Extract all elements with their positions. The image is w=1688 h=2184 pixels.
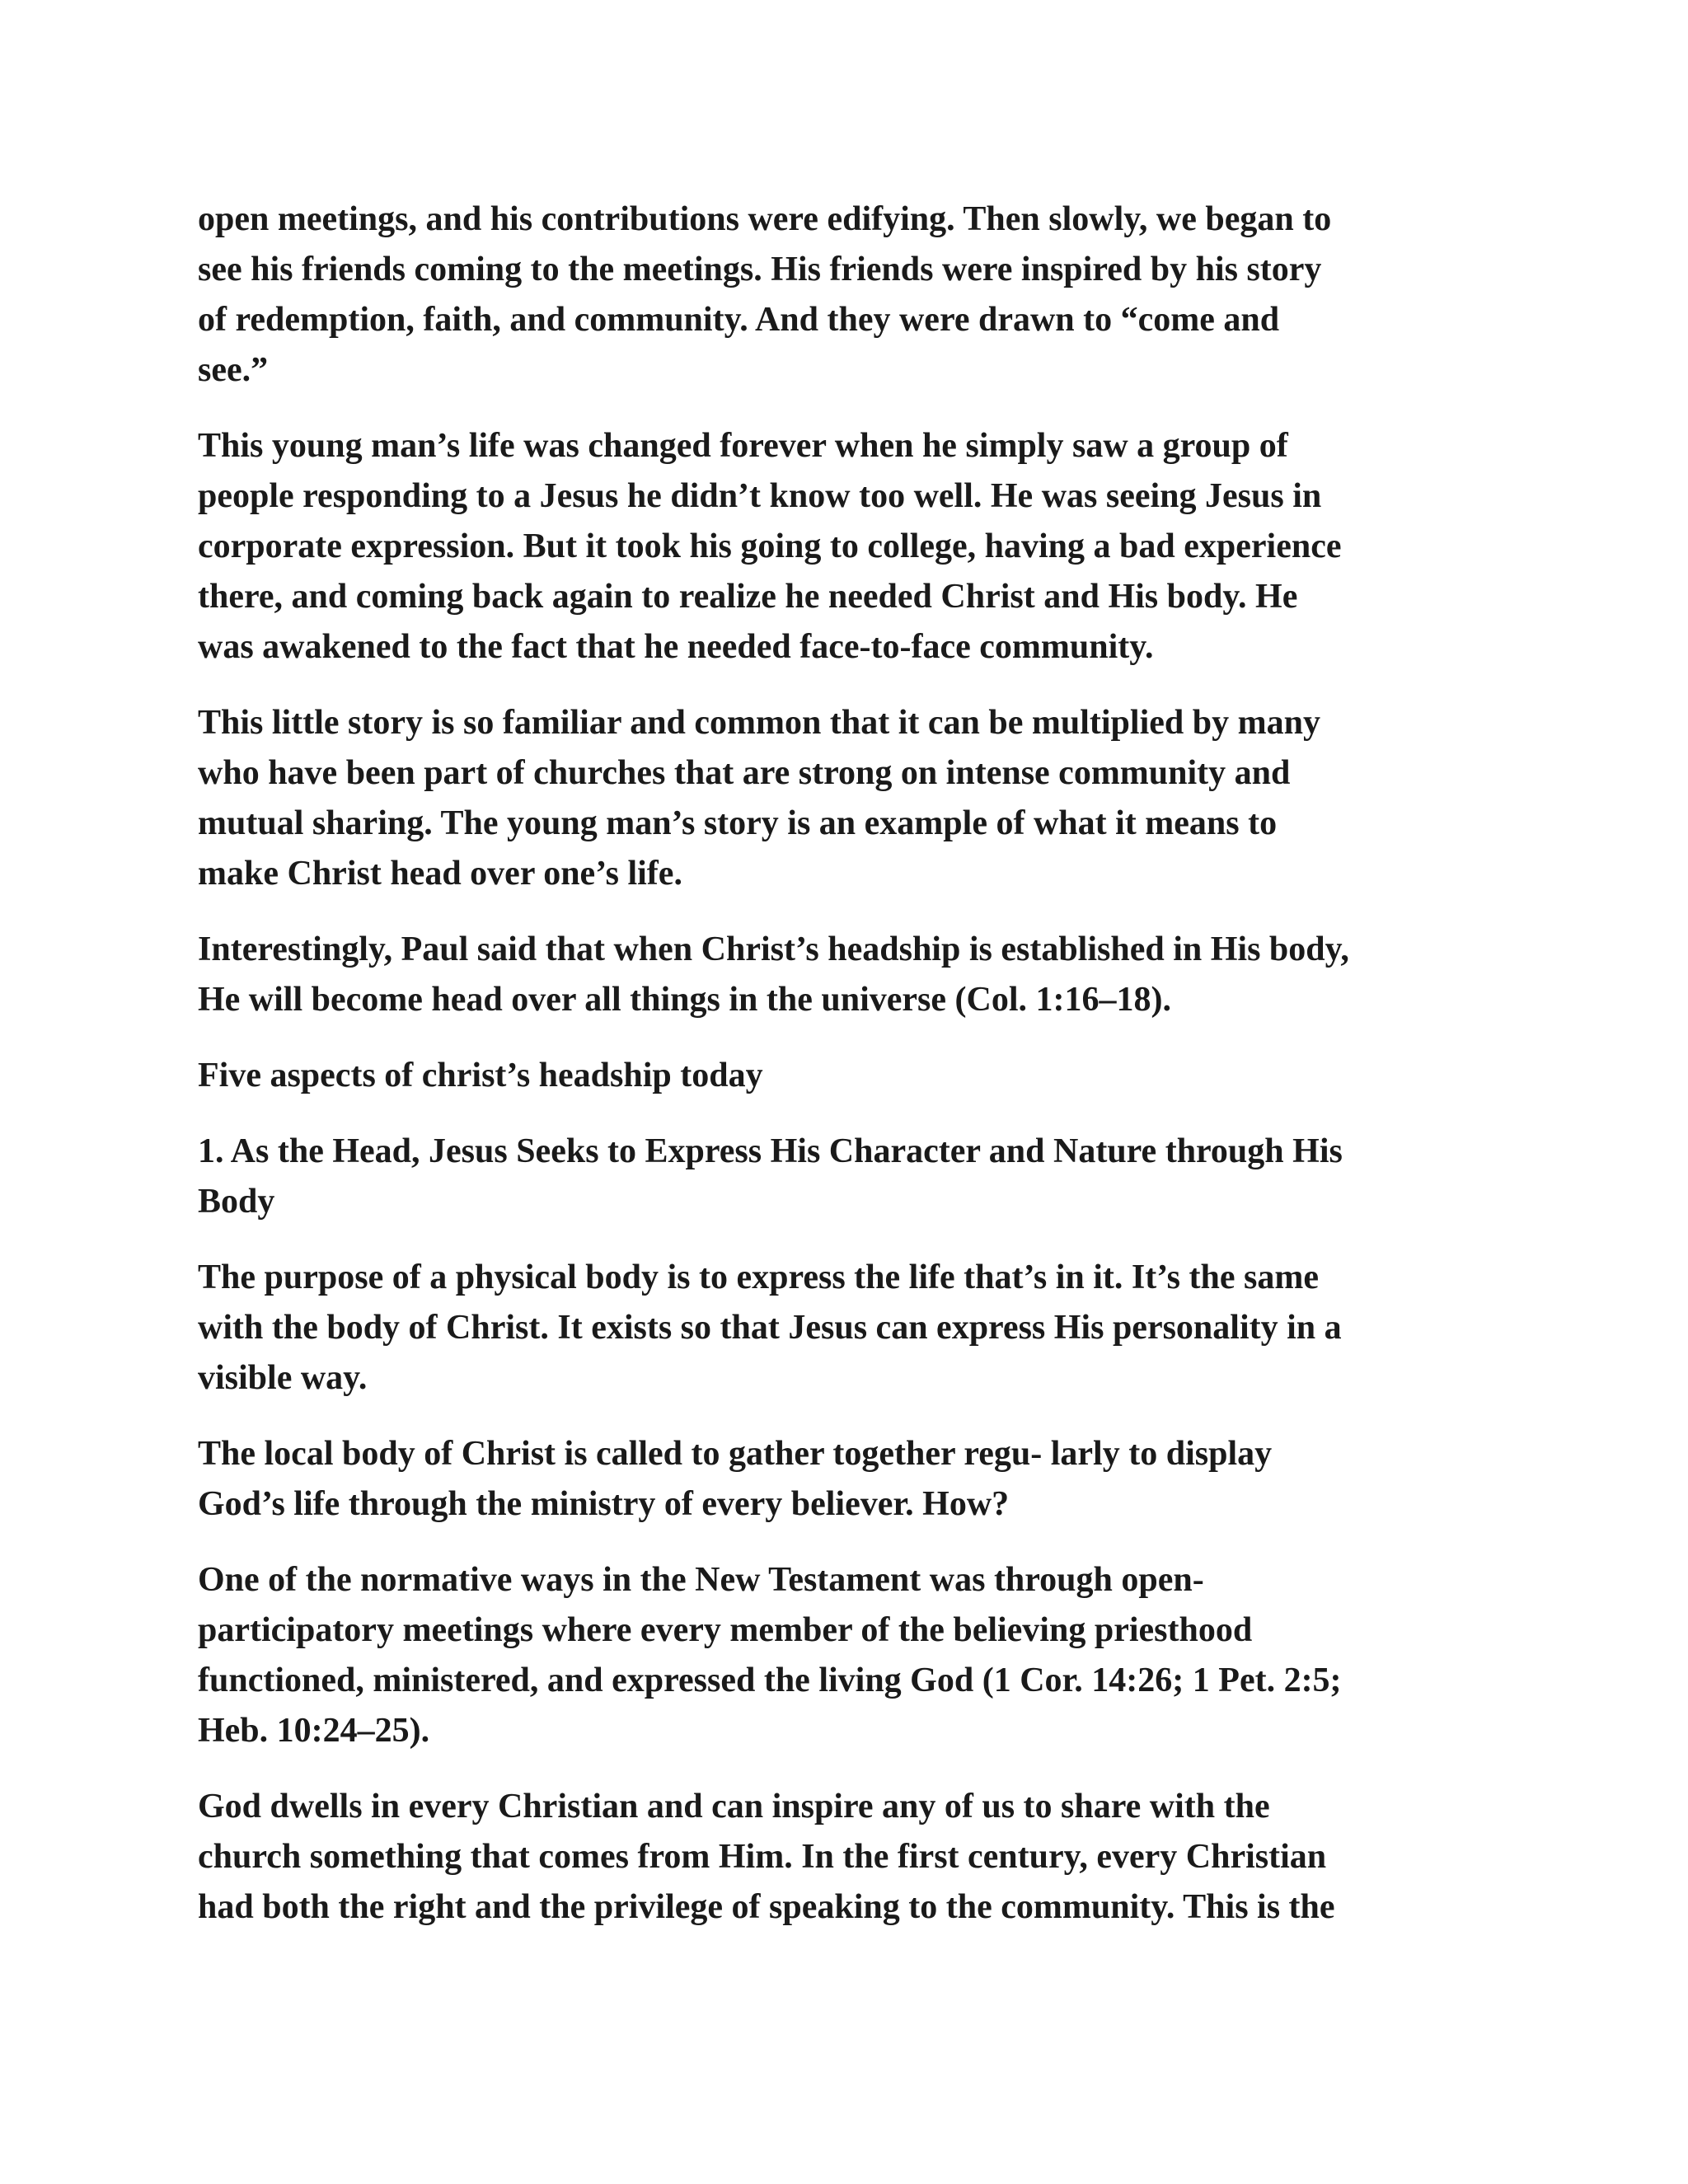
text-line: participatory meetings where every member of the believing priesthood	[198, 1611, 1253, 1649]
paragraph	[198, 1782, 1484, 1933]
section-heading	[198, 1051, 1484, 1101]
text-line: This little story is so familiar and common that it can be multiplied by many	[198, 704, 1320, 742]
paragraph	[198, 194, 1484, 396]
text-line: This young man’s life was changed forever when he simply saw a group of	[198, 427, 1288, 465]
document-body	[198, 194, 1484, 1958]
text-line: visible way.	[198, 1359, 368, 1397]
text-line: God’s life through the ministry of every believer. How?	[198, 1485, 1010, 1523]
text-line: see his friends coming to the meetings. His friends were inspired by his story	[198, 251, 1322, 288]
text-line: Body	[198, 1183, 275, 1221]
paragraph	[198, 421, 1484, 673]
text-line: Five aspects of christ’s headship today	[198, 1057, 763, 1094]
text-line: had both the right and the privilege of speaking to the community. This is the	[198, 1888, 1335, 1926]
text-line: people responding to a Jesus he didn’t know too well. He was seeing Jesus in	[198, 477, 1322, 515]
text-line: of redemption, faith, and community. And they were drawn to “come and	[198, 301, 1280, 339]
text-line: see.”	[198, 351, 269, 389]
text-line: Heb. 10:24–25).	[198, 1712, 430, 1750]
paragraph	[198, 1429, 1484, 1530]
text-line: mutual sharing. The young man’s story is an example of what it means to	[198, 804, 1278, 842]
text-line: church something that comes from Him. In the first century, every Christian	[198, 1838, 1327, 1876]
text-line: open meetings, and his contributions were edifying. Then slowly, we began to	[198, 200, 1332, 238]
text-line: with the body of Christ. It exists so that Jesus can express His personality in a	[198, 1309, 1342, 1347]
text-line: One of the normative ways in the New Testament was through open-	[198, 1561, 1204, 1599]
text-line: make Christ head over one’s life.	[198, 855, 682, 893]
text-line: 1. As the Head, Jesus Seeks to Express His Character and Nature through His	[198, 1132, 1343, 1170]
text-line: was awakened to the fact that he needed face-to-face community.	[198, 628, 1154, 666]
text-line: Interestingly, Paul said that when Christ’s headship is established in His body,	[198, 930, 1349, 968]
paragraph	[198, 698, 1484, 899]
text-line: The local body of Christ is called to gather together regu- larly to display	[198, 1435, 1273, 1473]
text-line: corporate expression. But it took his going to college, having a bad experience	[198, 527, 1342, 565]
text-line: there, and coming back again to realize he needed Christ and His body. He	[198, 578, 1298, 616]
text-line: He will become head over all things in the universe (Col. 1:16–18).	[198, 981, 1171, 1019]
paragraph	[198, 1555, 1484, 1756]
text-line: who have been part of churches that are strong on intense community and	[198, 754, 1291, 792]
text-line: God dwells in every Christian and can inspire any of us to share with the	[198, 1788, 1270, 1825]
text-line: functioned, ministered, and expressed the living God (1 Cor. 14:26; 1 Pet. 2:5;	[198, 1661, 1342, 1699]
paragraph	[198, 925, 1484, 1025]
text-line: The purpose of a physical body is to express the life that’s in it. It’s the same	[198, 1258, 1319, 1296]
paragraph	[198, 1253, 1484, 1404]
subsection-heading	[198, 1127, 1484, 1227]
